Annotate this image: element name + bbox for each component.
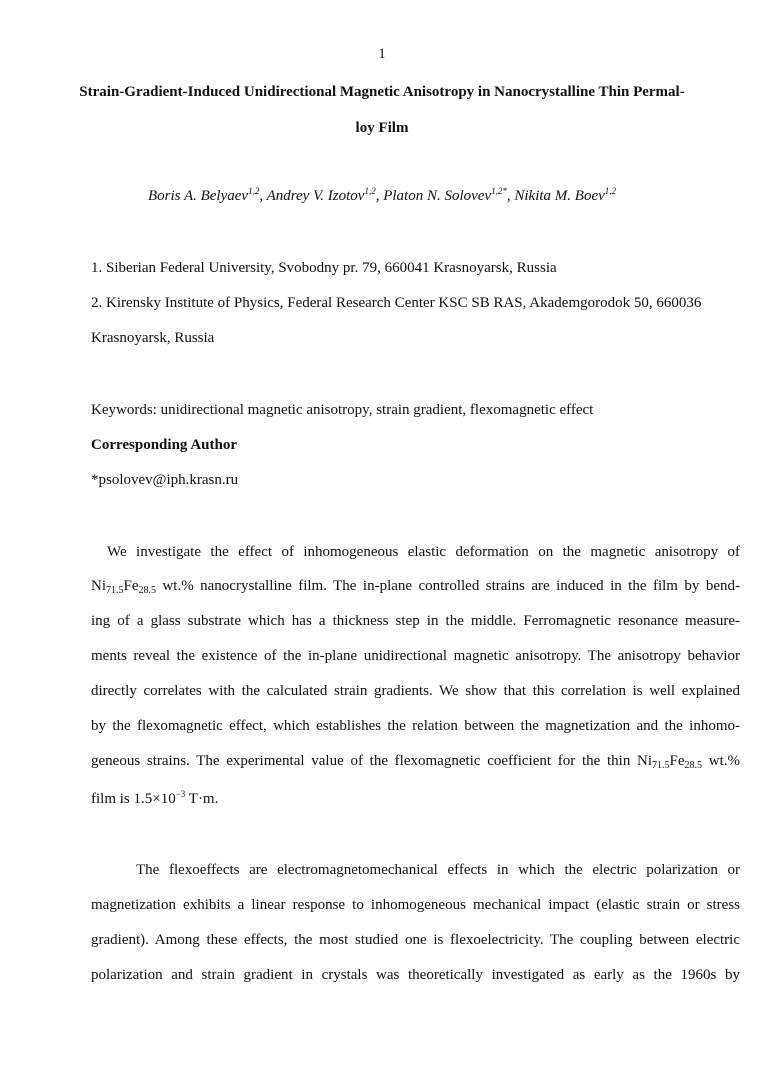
author-affiliation: 1,2 [248,186,260,196]
author-name: Andrey V. Izotov [266,188,365,204]
body-line: The flexoeffects are electromagnetomechanical effects in which the electric polarization or [136,862,740,878]
abstract-line: by the flexomagnetic effect, which establishes the relation between the magnetization and the inhomo- [91,718,740,734]
corresponding-author-heading: Corresponding Author [91,437,238,453]
corresponding-author-email[interactable]: *psolovev@iph.krasn.ru [91,472,239,488]
affiliation-1: 1. Siberian Federal University, Svobodny pr. 79, 660041 Krasnoyarsk, Russia [91,260,557,276]
affiliation-2-line-2: Krasnoyarsk, Russia [91,330,215,346]
author-affiliation: 1,2 [604,186,617,196]
author-name: Platon N. Solovev [383,188,492,204]
author-name: Boris A. Belyaev [147,188,249,204]
abstract-line: geneous strains. The experimental value of the flexomagnetic coefficient for the thin $Ni_{71.5}Fe_{28.5}$ wt.% [91,753,740,771]
abstract-line: directly correlates with the calculated strain gradients. We show that this correlation is well explained [91,683,740,699]
paper-title-line-1: Strain-Gradient-Induced Unidirectional Magnetic Anisotropy in Nanocrystalline Thin Permal- [79,84,685,100]
author-affiliation: 1,2 [364,186,376,196]
abstract-line: ments reveal the existence of the in-plane unidirectional magnetic anisotropy. The anisotropy behavior [91,648,740,664]
abstract-line: ing of a glass substrate which has a thickness step in the middle. Ferromagnetic resonance measure- [91,613,740,629]
author-list: Boris A. Belyaev$^{1,2}$, Andrey V. Izotov$^{1,2}$, Platon N. Solovev$^{1,2*}$, Nikita M. Boev$^{1,2}$ [147,186,617,204]
abstract-line: film is $1.5\times 10^{-3}$ T·m. [91,789,219,807]
body-line: polarization and strain gradient in crystals was theoretically investigated as early as the 1960s by [91,967,740,983]
author-name: Nikita M. Boev [514,188,605,204]
author-affiliation: 1,2* [491,186,507,196]
abstract-line: We investigate the effect of inhomogeneous elastic deformation on the magnetic anisotropy of [107,544,740,560]
page-number: 1 [378,46,386,62]
keywords: Keywords: unidirectional magnetic anisotropy, strain gradient, flexomagnetic effect [91,402,594,418]
paper-title-line-2: loy Film [355,120,409,136]
body-line: magnetization exhibits a linear response to inhomogeneous mechanical impact (elastic strain or stress [91,897,740,913]
abstract-line: $Ni_{71.5}Fe_{28.5}$ wt.% nanocrystalline film. The in-plane controlled strains are induced in the film by bend- [91,578,740,596]
body-line: gradient). Among these effects, the most studied one is flexoelectricity. The coupling between electric [91,932,740,948]
affiliation-2-line-1: 2. Kirensky Institute of Physics, Federal Research Center KSC SB RAS, Akademgorodok 50, 660036 [91,295,702,311]
